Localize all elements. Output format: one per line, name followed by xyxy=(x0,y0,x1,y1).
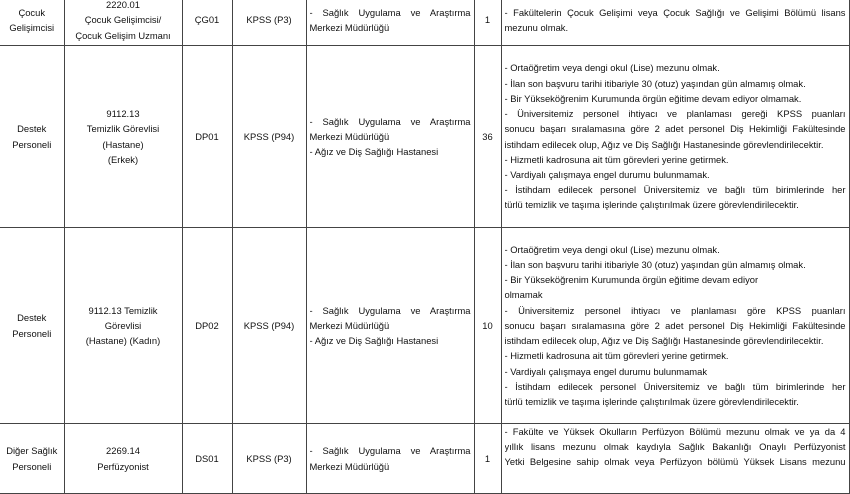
unit-line: Merkezi Müdürlüğü xyxy=(309,319,390,331)
title-cell xyxy=(64,228,182,424)
unit-line: Merkezi Müdürlüğü xyxy=(309,130,390,142)
requirement-line: - Hizmetli kadrosuna ait tüm görevleri yerine getirmek. xyxy=(504,350,729,362)
requirement-line: Yetki Belgesine sahip olmak veya Perfüzyon bölümü Yüksek Lisans mezunu xyxy=(504,456,846,468)
requirement-line: sonucu başarı sıralamasına göre 2 adet personel Diş Hekimliği Fakültesinde xyxy=(504,319,846,331)
category-line: Personeli xyxy=(12,138,52,150)
requirement-line: - Fakülte ve Yüksek Okulların Perfüzyon Bölümü mezunu olmak ve ya da 4 xyxy=(504,426,846,437)
code-cell: ÇG01 xyxy=(182,0,232,46)
requirement-line: yıllık lisans mezunu olmak kaydıyla Sağlık Bakanlığı Onaylı Perfüzyonist xyxy=(504,441,846,453)
requirement-line: - İstihdam edilecek personel Üniversitemiz ve bağlı tüm birimlerinde her xyxy=(504,380,846,392)
unit-line: - Ağız ve Diş Sağlığı Hastanesi xyxy=(309,146,439,158)
unit-cell xyxy=(306,0,474,46)
requirement-line: - Fakültelerin Çocuk Gelişimi veya Çocuk Sağlığı ve Gelişimi Bölümü lisans xyxy=(504,6,846,18)
exam-cell: KPSS (P94) xyxy=(232,46,306,228)
category-cell xyxy=(0,46,64,228)
requirement-line: mezunu olmak. xyxy=(504,22,569,33)
category-line: Diğer Sağlık xyxy=(6,445,58,457)
requirement-line: türlü temizlik ve taşıma işlerinde çalıştırılmak üzere görevlendirilecektir. xyxy=(504,395,799,407)
table-row xyxy=(0,0,849,46)
requirement-line: - Vardiyalı çalışmaya engel durumu bulunmamak. xyxy=(504,168,710,180)
requirement-line: - Bir Yükseköğrenim Kurumunda örgün eğitime devam ediyor xyxy=(504,274,759,286)
count-cell: 36 xyxy=(474,46,501,228)
unit-line: - Sağlık Uygulama ve Araştırma xyxy=(309,6,471,18)
title-cell xyxy=(64,46,182,228)
title-line: Temizlik Görevlisi xyxy=(86,123,160,135)
requirement-line: olmamak xyxy=(504,289,543,301)
requirements-cell xyxy=(501,228,849,424)
category-cell xyxy=(0,228,64,424)
title-line: (Erkek) xyxy=(107,153,139,165)
requirements-cell xyxy=(501,424,849,494)
unit-line: - Sağlık Uygulama ve Araştırma xyxy=(309,304,471,316)
requirement-line: istihdam edilecek olup, Ağız ve Diş Sağlığı Hastanesinde görevlendirilecektir. xyxy=(504,335,824,347)
code-cell: DP02 xyxy=(182,228,232,424)
unit-line: Merkezi Müdürlüğü xyxy=(309,22,390,33)
code-cell: DS01 xyxy=(182,424,232,494)
exam-cell: KPSS (P3) xyxy=(232,0,306,46)
title-line: 2269.14 xyxy=(106,445,140,457)
unit-line: - Ağız ve Diş Sağlığı Hastanesi xyxy=(309,335,439,347)
category-line: Destek xyxy=(17,123,47,135)
category-line: Gelişimcisi xyxy=(9,22,55,33)
requirement-line: - Hizmetli kadrosuna ait tüm görevleri yerine getirmek. xyxy=(504,153,729,165)
requirement-line: - İlan son başvuru tarihi itibariyle 30 (otuz) yaşından gün almamış olmak. xyxy=(504,77,806,89)
title-line: Görevlisi xyxy=(104,319,142,331)
table-row xyxy=(0,46,849,228)
requirement-line: istihdam edilecek olup, Ağız ve Diş Sağlığı Hastanesinde görevlendirilecektir. xyxy=(504,138,824,150)
title-line: (Hastane) xyxy=(102,138,144,150)
count-cell: 1 xyxy=(474,0,501,46)
category-line: Çocuk xyxy=(18,6,46,18)
exam-cell: KPSS (P94) xyxy=(232,228,306,424)
requirement-line: - Üniversitemiz personel ihtiyacı ve planlaması gereği KPSS puanları xyxy=(504,108,846,120)
unit-line: - Sağlık Uygulama ve Araştırma xyxy=(309,445,471,457)
requirement-line: - İstihdam edilecek personel Üniversitemiz ve bağlı tüm birimlerinde her xyxy=(504,184,846,196)
category-cell xyxy=(0,424,64,494)
requirement-line: - Üniversitemiz personel ihtiyacı ve planlaması göre KPSS puanları xyxy=(504,304,846,316)
title-cell xyxy=(64,424,182,494)
title-line: (Hastane) (Kadın) xyxy=(85,335,161,347)
requirements-cell xyxy=(501,46,849,228)
unit-line: Merkezi Müdürlüğü xyxy=(309,460,390,472)
category-line: Destek xyxy=(17,312,47,324)
unit-line: - Sağlık Uygulama ve Araştırma xyxy=(309,115,471,127)
requirements-cell xyxy=(501,0,849,46)
title-line: Çocuk Gelişimcisi/ xyxy=(84,14,162,26)
title-line: Çocuk Gelişim Uzmanı xyxy=(75,29,171,41)
count-cell: 10 xyxy=(474,228,501,424)
requirement-line: sonucu başarı sıralamasına göre 2 adet personel Diş Hekimliği Fakültesinde xyxy=(504,123,846,135)
category-line: Personeli xyxy=(12,327,52,339)
table-row xyxy=(0,228,849,424)
unit-cell xyxy=(306,46,474,228)
title-line: Perfüzyonist xyxy=(97,460,149,472)
requirement-line: türlü temizlik ve taşıma işlerinde çalıştırılmak üzere görevlendirilecektir. xyxy=(504,199,799,211)
title-line: 9112.13 xyxy=(106,108,140,120)
count-cell: 1 xyxy=(474,424,501,494)
category-line: Personeli xyxy=(12,460,52,472)
exam-cell: KPSS (P3) xyxy=(232,424,306,494)
requirement-line: - İlan son başvuru tarihi itibariyle 30 (otuz) yaşından gün almamış olmak. xyxy=(504,259,806,271)
title-line: 9112.13 Temizlik xyxy=(88,304,158,316)
requirement-line: - Bir Yükseköğrenim Kurumunda örgün eğitime devam ediyor olmamak. xyxy=(504,92,802,104)
unit-cell xyxy=(306,228,474,424)
title-line: 2220.01 xyxy=(106,0,140,11)
category-cell xyxy=(0,0,64,46)
unit-cell xyxy=(306,424,474,494)
requirement-line: - Vardiyalı çalışmaya engel durumu bulunmamak xyxy=(504,365,708,377)
requirement-line: - Ortaöğretim veya dengi okul (Lise) mezunu olmak. xyxy=(504,62,720,74)
requirement-line: - Ortaöğretim veya dengi okul (Lise) mezunu olmak. xyxy=(504,243,720,255)
table-row xyxy=(0,424,849,494)
code-cell: DP01 xyxy=(182,46,232,228)
title-cell xyxy=(64,0,182,46)
